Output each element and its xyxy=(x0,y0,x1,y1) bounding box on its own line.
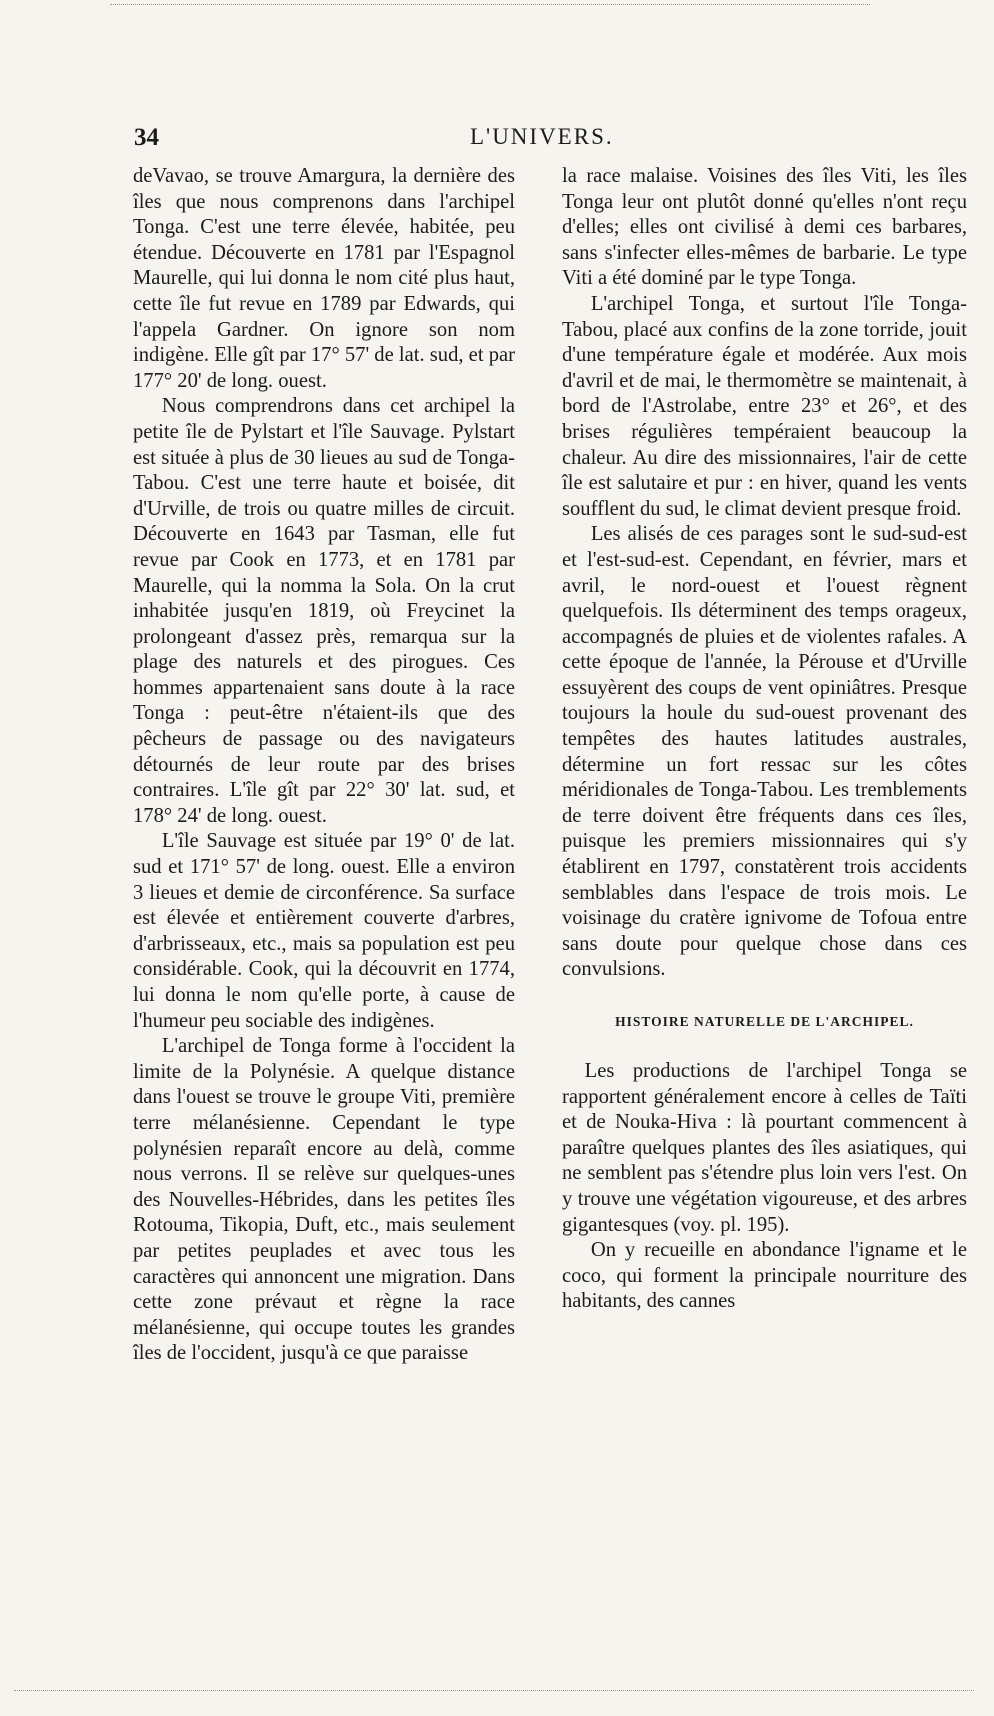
running-title: L'UNIVERS. xyxy=(470,124,614,149)
paragraph: L'archipel Tonga, et surtout l'île Tonga-Tabou, placé aux confins de la zone torride, jouit d'une température égale et modérée. Aux mois d'avril et de mai, le thermomètre se maintenait, à bord de l'Astrolabe, entre 23° et 26°, et des brises régulières tempéraient beaucoup la chaleur. Au dire des missionnaires, l'air de cette île est salutaire et pur : en hiver, quand les vents soufflent du sud, le climat devient presque froid. xyxy=(562,292,967,520)
left-column xyxy=(133,164,515,1367)
page-number: 34 xyxy=(134,124,159,151)
scan-artifact-bottom xyxy=(14,1690,974,1695)
paragraph: Nous comprendrons dans cet archipel la petite île de Pylstart et l'île Sauvage. Pylstart est située à plus de 30 lieues au sud de Tonga-Tabou. C'est une terre haute et boisée, dit d'Urville, de trois ou quatre milles de circuit. Découverte en 1643 par Tasman, elle fut revue par Cook en 1773, et en 1781 par Maurelle, qui la nomma la Sola. On la crut inhabitée jusqu'en 1819, où Freycinet la prolongeant d'assez près, remarqua sur la plage des naturels et des pirogues. Ces hommes appartenaient sans doute à la race Tonga : peut-être n'étaient-ils que des pêcheurs de passage ou des navigateurs détournés de leur route par des brises contraires. L'île gît par 22° 30' lat. sud, et 178° 24' de long. ouest. xyxy=(133,395,515,827)
paragraph: L'île Sauvage est située par 19° 0' de lat. sud et 171° 57' de long. ouest. Elle a environ 3 lieues et demie de circonférence. Sa surface est élevée et entièrement couverte d'arbres, d'arbrisseaux, etc., mais sa population est peu considérable. Cook, qui la découvrit en 1774, lui donna le nom qu'elle porte, à cause de l'humeur peu sociable des indigènes. xyxy=(133,830,515,1032)
section-heading: HISTOIRE NATURELLE DE L'ARCHIPEL. xyxy=(615,1014,914,1029)
paragraph: deVavao, se trouve Amargura, la dernière des îles que nous comprenons dans l'archipel Tonga. C'est une terre élevée, habitée, peu étendue. Découverte en 1781 par l'Espagnol Maurelle, qui lui donna le nom cité plus haut, cette île fut revue en 1789 par Edwards, qui l'appela Gardner. On ignore son nom indigène. Elle gît par 17° 57' de lat. sud, et par 177° 20' de long. ouest. xyxy=(133,165,515,392)
right-column xyxy=(562,164,967,1315)
scan-artifact-top xyxy=(110,4,870,9)
paragraph: On y recueille en abondance l'igname et le coco, qui forment la principale nourriture des habitants, des cannes xyxy=(562,1239,967,1313)
paragraph: Les productions de l'archipel Tonga se rapportent généralement encore à celles de Taïti et de Nouka-Hiva : là pourtant commencent à paraître quelques plantes des îles asiatiques, qui ne semblent pas s'étendre plus loin vers l'est. On y trouve une végétation vigoureuse, et des arbres gigantesques (voy. pl. 195). xyxy=(562,1060,967,1236)
paragraph: Les alisés de ces parages sont le sud-sud-est et l'est-sud-est. Cependant, en février, mars et avril, le nord-ouest et l'ouest règnent quelquefois. Ils déterminent des temps orageux, accompagnés de pluies et de violentes rafales. A cette époque de l'année, la Pérouse et d'Urville essuyèrent des coups de vent opiniâtres. Presque toujours la houle du sud-ouest provenant des tempêtes des hautes latitudes australes, détermine un fort ressac sur les côtes méridionales de Tonga-Tabou. Les tremblements de terre doivent être fréquents dans ces îles, puisque les premiers missionnaires qui s'y établirent en 1797, constatèrent trois accidents semblables dans l'espace de trois mois. Le voisinage du cratère ignivome de Tofoua entre sans doute pour quelque chose dans ces convulsions. xyxy=(562,523,967,981)
paragraph: la race malaise. Voisines des îles Viti, les îles Tonga leur ont plutôt donné qu'elles n'ont reçu d'elles; elles ont civilisé à demi ces barbares, sans s'infecter elles-mêmes de barbarie. Le type Viti a été dominé par le type Tonga. xyxy=(562,165,967,290)
paragraph: L'archipel de Tonga forme à l'occident la limite de la Polynésie. A quelque distance dans l'ouest se trouve le groupe Viti, première terre mélanésienne. Cependant le type polynésien reparaît encore au delà, comme nous verrons. Il se relève sur quelques-unes des Nouvelles-Hébrides, dans les petites îles Rotouma, Tikopia, Duft, etc., mais seulement par petites peuplades et avec tous les caractères qui annoncent une migration. Dans cette zone prévaut et règne la race mélanésienne, qui occupe toutes les grandes îles de l'occident, jusqu'à ce que paraisse xyxy=(133,1035,515,1365)
